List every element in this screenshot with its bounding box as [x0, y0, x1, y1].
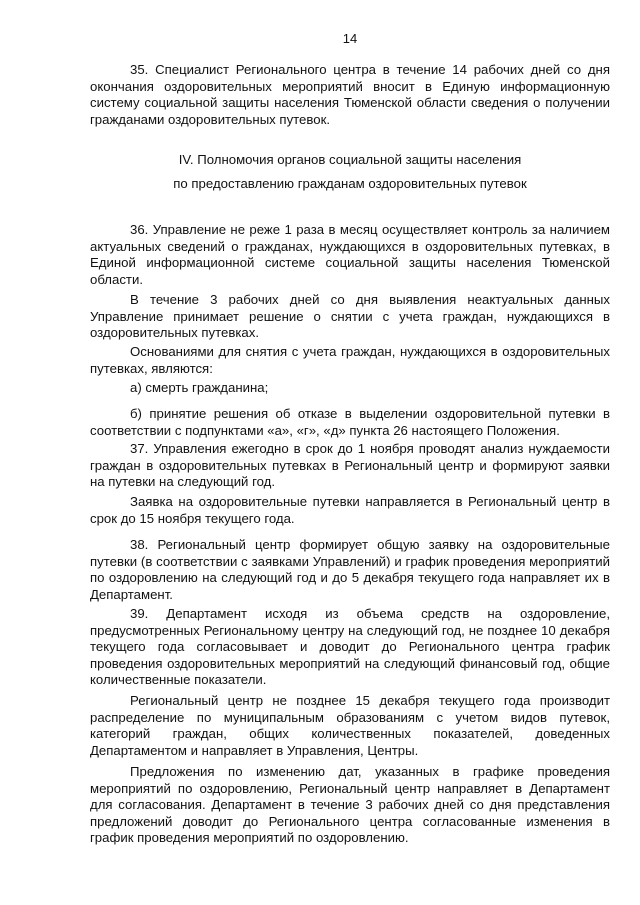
paragraph-36-e: б) принятие решения об отказе в выделении оздоровительной путевки в соответствии с подпунктами «а», «г», «д» пункта 26 настоящего Положения.	[90, 406, 610, 438]
paragraph-39-c: Предложения по изменению дат, указанных в графике проведения мероприятий по оздоровлению, Региональный центр направляет в Департамент для согласования. Департамент в течение 3 рабочих дней со дня представления предложений доводит до Регионального центра согласованные изменения в график проведения мероприятий по оздоровлению.	[90, 764, 610, 845]
paragraph-39: 39. Департамент исходя из объема средств на оздоровление, предусмотренных Региональному центру на следующий год, не позднее 10 декабря текущего года согласовывает и доводит до Регионального центра график проведения оздоровительных мероприятий на следующий финансовый год, общие количественные показатели.	[90, 606, 610, 687]
paragraph-36: 36. Управление не реже 1 раза в месяц осуществляет контроль за наличием актуальных сведений о гражданах, нуждающихся в оздоровительных путевках, в Единой информационной системе социальной защиты населения Тюменской области.	[90, 222, 610, 287]
paragraph-36-c: Основаниями для снятия с учета граждан, нуждающихся в оздоровительных путевках, являются:	[90, 344, 610, 376]
paragraph-37-b: Заявка на оздоровительные путевки направляется в Региональный центр в срок до 15 ноября текущего года.	[90, 494, 610, 526]
paragraph-36-b: В течение 3 рабочих дней со дня выявления неактуальных данных Управление принимает решение о снятии с учета граждан, нуждающихся в оздоровительных путевках.	[90, 292, 610, 340]
paragraph-35: 35. Специалист Регионального центра в течение 14 рабочих дней со дня окончания оздоровительных мероприятий вносит в Единую информационную систему социальной защиты населения Тюменской области сведения о получении гражданами оздоровительных путевок.	[90, 62, 610, 127]
paragraph-37: 37. Управления ежегодно в срок до 1 ноября проводят анализ нуждаемости граждан в оздоровительных путевках в Региональный центр и формируют заявки на путевки на следующий год.	[90, 441, 610, 489]
paragraph-36-d: а) смерть гражданина;	[130, 380, 269, 395]
paragraph-38: 38. Региональный центр формирует общую заявку на оздоровительные путевки (в соответствии с заявками Управлений) и график проведения мероприятий по оздоровлению на следующий год и до 5 декабря текущего года направляет их в Департамент.	[90, 537, 610, 602]
section-heading-line-1: IV. Полномочия органов социальной защиты населения	[178, 152, 522, 167]
page-number: 14	[342, 31, 358, 46]
section-heading-line-2: по предоставлению гражданам оздоровительных путевок	[173, 176, 527, 191]
paragraph-39-b: Региональный центр не позднее 15 декабря текущего года производит распределение по муниципальным образованиям с учетом видов путевок, категорий граждан, общих количественных показателей, доведенных Департаментом и направляет в Управления, Центры.	[90, 693, 610, 758]
